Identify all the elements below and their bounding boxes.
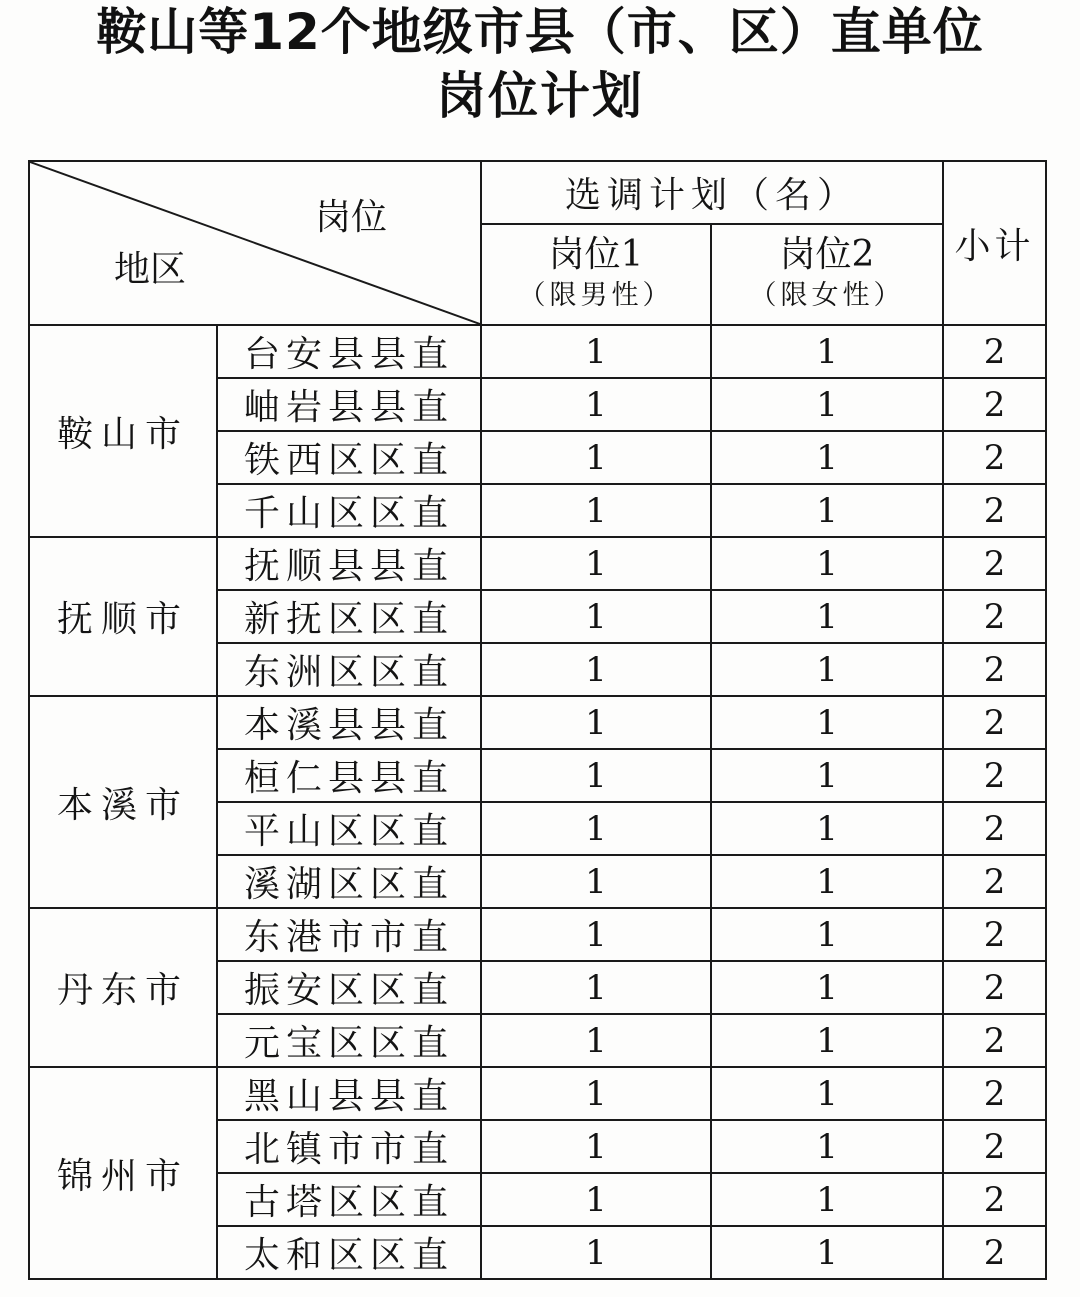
region-cell: 锦州市 [29, 1067, 217, 1279]
post1-count-cell: 1 [481, 749, 711, 802]
post2-count-cell: 1 [711, 1067, 943, 1120]
post2-count-cell: 1 [711, 855, 943, 908]
post2-count-cell: 1 [711, 802, 943, 855]
post2-count-cell: 1 [711, 1173, 943, 1226]
region-cell: 本溪市 [29, 696, 217, 908]
post1-count-cell: 1 [481, 1173, 711, 1226]
post2-count-cell: 1 [711, 961, 943, 1014]
header-post1-name: 岗位1 [548, 234, 644, 276]
post2-count-cell: 1 [711, 537, 943, 590]
subtotal-cell: 2 [943, 431, 1046, 484]
post2-count-cell: 1 [711, 484, 943, 537]
region-cell: 鞍山市 [29, 325, 217, 537]
subtotal-cell: 2 [943, 378, 1046, 431]
subtotal-cell: 2 [943, 484, 1046, 537]
post2-count-cell: 1 [711, 325, 943, 378]
post2-count-cell: 1 [711, 378, 943, 431]
subtotal-cell: 2 [943, 1067, 1046, 1120]
header-corner-cell [29, 161, 481, 325]
post1-count-cell: 1 [481, 590, 711, 643]
region-cell: 抚顺市 [29, 537, 217, 696]
unit-cell: 岫岩县县直 [217, 378, 481, 431]
post-plan-table [28, 160, 1047, 1280]
header-post2-name: 岗位2 [779, 234, 875, 276]
post1-count-cell: 1 [481, 802, 711, 855]
table-row [29, 908, 1046, 961]
document-subtitle: 岗位计划 [436, 67, 644, 125]
post1-count-cell: 1 [481, 1120, 711, 1173]
subtotal-cell: 2 [943, 1120, 1046, 1173]
unit-cell: 太和区区直 [217, 1226, 481, 1279]
unit-cell: 本溪县县直 [217, 696, 481, 749]
unit-cell: 铁西区区直 [217, 431, 481, 484]
unit-cell: 台安县县直 [217, 325, 481, 378]
post2-count-cell: 1 [711, 908, 943, 961]
unit-cell: 北镇市市直 [217, 1120, 481, 1173]
post1-count-cell: 1 [481, 696, 711, 749]
header-post2 [711, 224, 943, 325]
post1-count-cell: 1 [481, 1226, 711, 1279]
post1-count-cell: 1 [481, 908, 711, 961]
table-row [29, 1067, 1046, 1120]
subtotal-cell: 2 [943, 908, 1046, 961]
post1-count-cell: 1 [481, 325, 711, 378]
header-region-label: 地区 [114, 249, 187, 290]
unit-cell: 溪湖区区直 [217, 855, 481, 908]
post2-count-cell: 1 [711, 590, 943, 643]
post1-count-cell: 1 [481, 1014, 711, 1067]
post1-count-cell: 1 [481, 1067, 711, 1120]
plan-table-body [29, 325, 1046, 1279]
post1-count-cell: 1 [481, 961, 711, 1014]
unit-cell: 元宝区区直 [217, 1014, 481, 1067]
subtotal-cell: 2 [943, 325, 1046, 378]
header-post1 [481, 224, 711, 325]
subtotal-cell: 2 [943, 1226, 1046, 1279]
post1-count-cell: 1 [481, 484, 711, 537]
header-post-label: 岗位 [315, 197, 388, 238]
unit-cell: 振安区区直 [217, 961, 481, 1014]
diagonal-divider [30, 162, 480, 324]
unit-cell: 古塔区区直 [217, 1173, 481, 1226]
subtotal-cell: 2 [943, 696, 1046, 749]
post2-count-cell: 1 [711, 431, 943, 484]
post1-count-cell: 1 [481, 378, 711, 431]
post2-count-cell: 1 [711, 1120, 943, 1173]
header-post1-limit: （限男性） [518, 280, 674, 312]
table-row [29, 325, 1046, 378]
subtotal-cell: 2 [943, 802, 1046, 855]
unit-cell: 新抚区区直 [217, 590, 481, 643]
region-cell: 丹东市 [29, 908, 217, 1067]
post2-count-cell: 1 [711, 1014, 943, 1067]
unit-cell: 桓仁县县直 [217, 749, 481, 802]
subtotal-cell: 2 [943, 590, 1046, 643]
post1-count-cell: 1 [481, 643, 711, 696]
header-subtotal: 小计 [943, 161, 1046, 325]
subtotal-cell: 2 [943, 749, 1046, 802]
header-plan: 选调计划（名） [481, 161, 943, 224]
post2-count-cell: 1 [711, 749, 943, 802]
post2-count-cell: 1 [711, 1226, 943, 1279]
header-post2-limit: （限女性） [749, 280, 905, 312]
subtotal-cell: 2 [943, 643, 1046, 696]
unit-cell: 东港市市直 [217, 908, 481, 961]
unit-cell: 东洲区区直 [217, 643, 481, 696]
unit-cell: 千山区区直 [217, 484, 481, 537]
subtotal-cell: 2 [943, 855, 1046, 908]
unit-cell: 黑山县县直 [217, 1067, 481, 1120]
post2-count-cell: 1 [711, 643, 943, 696]
post1-count-cell: 1 [481, 431, 711, 484]
table-row [29, 696, 1046, 749]
subtotal-cell: 2 [943, 537, 1046, 590]
document-title: 鞍山等12个地级市县（市、区）直单位 [96, 3, 984, 61]
post1-count-cell: 1 [481, 855, 711, 908]
unit-cell: 平山区区直 [217, 802, 481, 855]
table-row [29, 537, 1046, 590]
subtotal-cell: 2 [943, 1014, 1046, 1067]
post2-count-cell: 1 [711, 696, 943, 749]
subtotal-cell: 2 [943, 961, 1046, 1014]
subtotal-cell: 2 [943, 1173, 1046, 1226]
unit-cell: 抚顺县县直 [217, 537, 481, 590]
post1-count-cell: 1 [481, 537, 711, 590]
